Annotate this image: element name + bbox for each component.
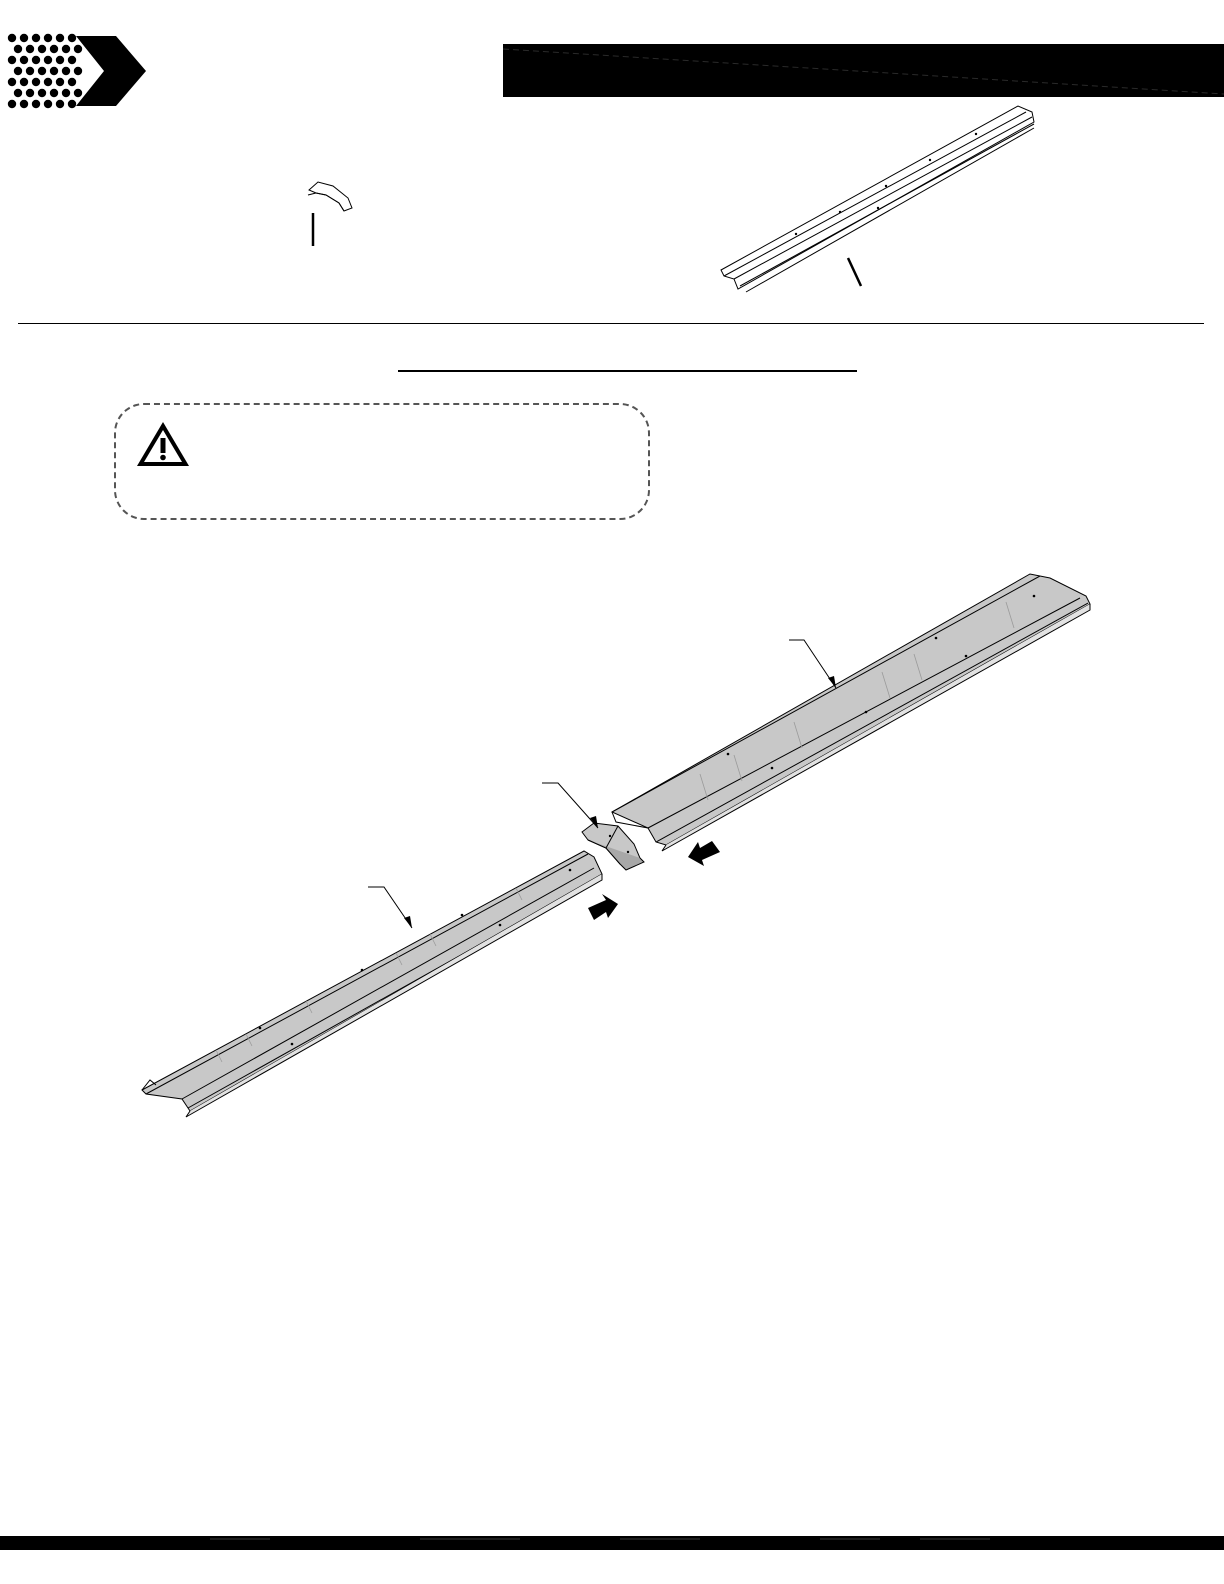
warning-triangle-icon xyxy=(134,419,192,469)
section-divider xyxy=(18,323,1204,324)
push-arrow-icon xyxy=(688,841,720,866)
assembly-illustration xyxy=(0,540,1224,1140)
connector-bracket-leader xyxy=(542,783,598,828)
push-arrow-icon xyxy=(588,894,618,920)
ridge-cap-leader xyxy=(848,258,861,286)
footer-bar-marks xyxy=(0,1536,1224,1550)
left-ridge-cap-leader xyxy=(368,887,412,928)
right-ridge-cap xyxy=(612,574,1090,851)
right-ridge-cap-leader xyxy=(789,640,836,688)
left-ridge-cap xyxy=(142,851,602,1117)
step-title-underline xyxy=(398,370,857,372)
parts-inventory xyxy=(0,0,1224,320)
ridge-cap-part xyxy=(721,106,1034,292)
connector-bracket-part xyxy=(308,182,352,211)
footer-bar xyxy=(0,1536,1224,1550)
warning-box xyxy=(114,403,650,520)
